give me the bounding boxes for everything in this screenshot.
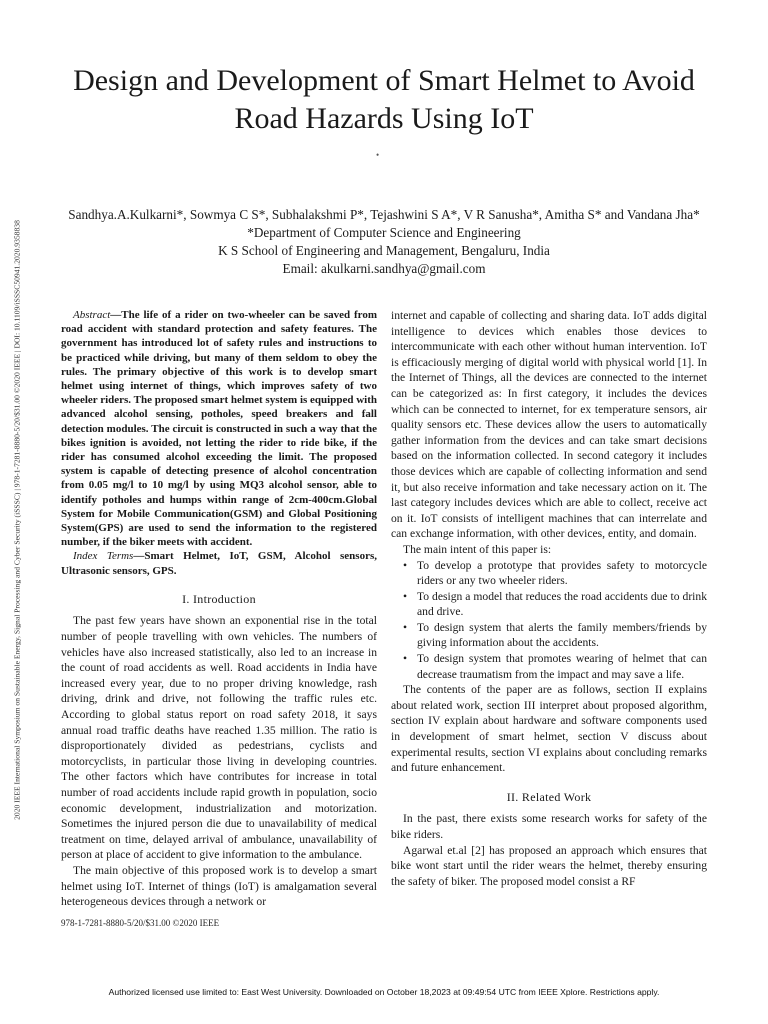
body-paragraph: The main intent of this paper is: (403, 542, 552, 556)
list-item: • To design system that promotes wearing of helmet that can decrease traumatism from the impact and may save a life. (391, 651, 707, 682)
intro-paragraph: The past few years have shown an exponential rise in the total number of people travelling with own vehicles. The numbers of vehicles have also increased statistically, also led to an increase in the count of road accidents as well. Road accidents in India have increased every year, due to no proper driving knowledge, rash driving, drink and drive, not following the traffic rules etc. According to global status report on road safety 2018, it says annual road traffic deaths have reached 1.35 million. The ratio is disproportionately divided as pedestrians, cyclists and motorcyclists, in particular those living in developing countries. The other factors which have contributes for increase in total number of road accidents include rapid growth in population, socio economic development, industrialization and motorization. Sometimes the injured person die due to unavailability of medical treatment on time, delayed arrival of ambulance, unavailability of person at place of accident to give information to the ambulance. (61, 614, 377, 862)
section-heading-related-work: II. Related Work (506, 789, 592, 804)
body-paragraph: The contents of the paper are as follows, section II explains about related work, section III interpret about proposed algorithm, section IV explain about hardware and software components used in development of smart helmet, section V discuss about experimental results, section VI explains about concluding remarks and future enhancement. (391, 683, 707, 775)
paper-title: Design and Development of Smart Helmet to Avoid Road Hazards Using IoT (73, 64, 695, 135)
index-terms-lead: Index Terms (73, 550, 134, 563)
side-stamp-text: 2020 IEEE International Symposium on Sustainable Energy, Signal Processing and Cyber Security (iSSSC) | 978-1-7281-8880-5/20/$31.00 ©2020 IEEE | DOI: 10.1109/iSSSC50941.2020.9358838 (12, 220, 22, 820)
body-paragraph: In the past, there exists some research works for safety of the bike riders. (391, 812, 707, 841)
side-publication-stamp (11, 100, 23, 940)
author-names: Sandhya.A.Kulkarni*, Sowmya C S*, Subhalakshmi P*, Tejashwini S A*, V R Sanusha*, Amitha S* and Vandana Jha* (68, 207, 700, 222)
left-column (61, 308, 377, 910)
title-footnote-mark: • (376, 150, 380, 160)
list-item: • To design system that alerts the family members/friends by giving information about the accidents. (391, 620, 707, 651)
body-paragraph: Agarwal et.al [2] has proposed an approach which ensures that bike wont start until the rider wears the helmet, thereby ensuring the safety of biker. The proposed model consist a RF (391, 843, 707, 888)
objectives-list (391, 558, 707, 683)
abstract-lead: Abstract (73, 309, 111, 321)
copyright-notice: 978-1-7281-8880-5/20/$31.00 ©2020 IEEE (61, 918, 220, 928)
abstract-text: —The life of a rider on two-wheeler can be saved from road accident with standard protection and safety features. The government has introduced lot of safety rules and instructions to be practiced while driving, but many of them seldom to obey the rules. The primary objective of this work is to develop smart helmet using internet of things, which improves safety of two wheeler riders. The proposed smart helmet system is equipped with advanced alcohol sensing, potholes, speed breakers and fall detection modules. The circuit is constructed in such a way that the bikes ignition is avoided, not letting the rider to ride bike, if the rider has consumed alcohol exceeding the limit. The proposed system is capable of detecting presence of alcohol concentration from 0.05 mg/l to 10 mg/l by using MQ3 alcohol sensor, able to identify potholes and humps within range of 2cm-400cm.Global System for Mobile Communication(GSM) and Global Positioning System(GPS) are used to send the information to the registered number, if the biker meets with accident. (61, 309, 377, 549)
list-item: • To design a model that reduces the road accidents due to drink and drive. (391, 589, 707, 620)
author-school: K S School of Engineering and Management, Bengaluru, India (218, 243, 550, 258)
author-block (40, 206, 728, 278)
list-item: • To develop a prototype that provides safety to motorcycle riders or any two wheeler riders. (391, 558, 707, 589)
body-paragraph: internet and capable of collecting and sharing data. IoT adds digital intelligence to devices which enables those devices to intercommunicate with each other without human intervention. IoT is efficaciously merging of digital world with physical world [1]. In the Internet of Things, all the devices are connected to the internet can be categorized as: In first category, it includes the devices which can be connected to internet, for ex temperature sensors, air quality sensors etc. These devices allow the users to automatically gather information from the devices and can take smart decisions based on the information collected. In second category it includes those devices which are capable of collecting information and send it, but also receive information and take necessary action on it. The last category includes devices which are able to collect, receive act on it. IoT consists of intelligent machines that can interrelate and can exchange information, with other devices, entity, and domain. (391, 309, 707, 541)
section-heading-introduction: I. Introduction (182, 591, 256, 606)
author-department: *Department of Computer Science and Engineering (247, 225, 521, 240)
abstract (61, 308, 377, 549)
license-footer: Authorized licensed use limited to: East West University. Downloaded on October 18,2023 at 09:49:54 UTC from IEEE Xplore. Restrictions apply. (108, 987, 660, 997)
intro-paragraph: The main objective of this proposed work is to develop a smart helmet using IoT. Internet of things (IoT) is amalgamation several heterogeneous devices through a network or (61, 863, 377, 909)
author-email: Email: akulkarni.sandhya@gmail.com (282, 261, 486, 276)
index-terms (61, 549, 377, 577)
index-terms-text: —Smart Helmet, IoT, GSM, Alcohol sensors, Ultrasonic sensors, GPS. (61, 550, 377, 577)
right-column (391, 308, 707, 889)
